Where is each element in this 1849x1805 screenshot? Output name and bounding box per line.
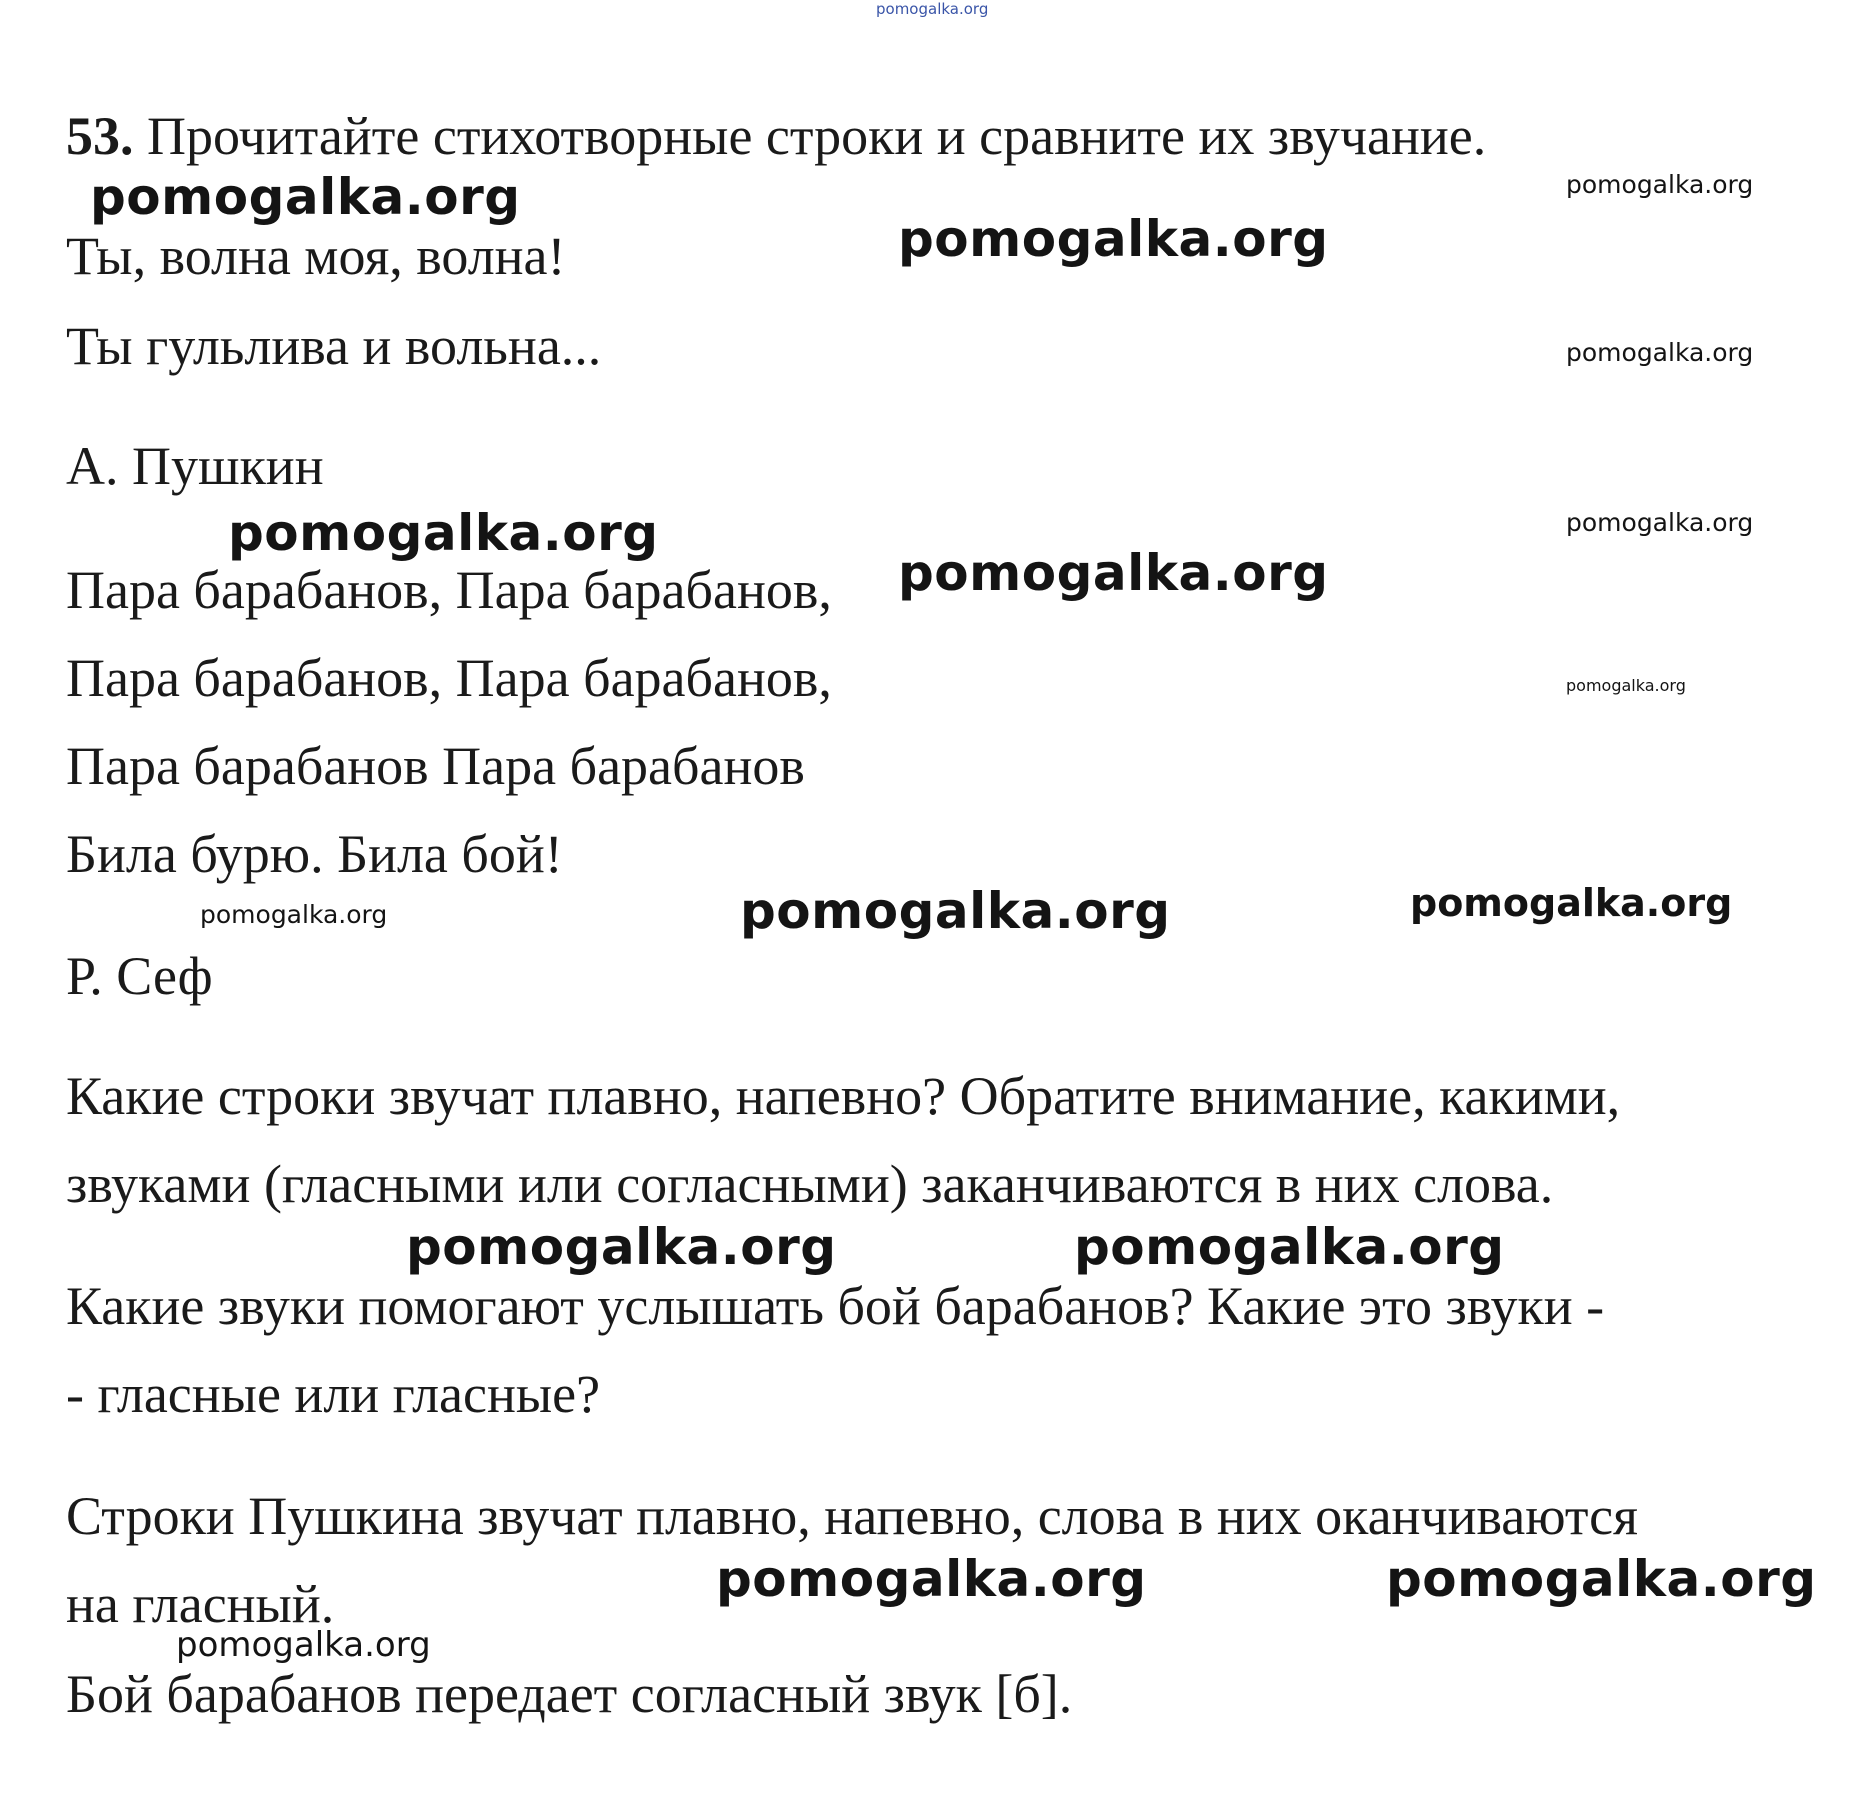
poem2-line-3: Пара барабанов Пара барабанов xyxy=(66,736,805,796)
watermark: pomogalka.org xyxy=(406,1218,837,1276)
poem1-line-2: Ты гульлива и вольна... xyxy=(66,316,602,376)
watermark: pomogalka.org xyxy=(1386,1550,1817,1608)
poem2-line-2: Пара барабанов, Пара барабанов, xyxy=(66,648,832,708)
watermark: pomogalka.org xyxy=(716,1550,1147,1608)
watermark: pomogalka.org xyxy=(228,504,659,562)
poem1-line-1: Ты, волна моя, волна! xyxy=(66,226,566,286)
question-line-2: звуками (гласными или согласными) заканчиваются в них слова. xyxy=(66,1154,1554,1214)
watermark: pomogalka.org xyxy=(1410,881,1733,925)
question-line-4: - гласные или гласные? xyxy=(66,1364,601,1424)
poem2-line-4: Била бурю. Била бой! xyxy=(66,824,563,884)
watermark: pomogalka.org xyxy=(898,544,1329,602)
watermark: pomogalka.org xyxy=(898,210,1329,268)
question-line-1: Какие строки звучат плавно, напевно? Обратите внимание, какими, xyxy=(66,1066,1621,1126)
question-line-3: Какие звуки помогают услышать бой барабанов? Какие это звуки - xyxy=(66,1276,1605,1336)
task-instruction: Прочитайте стихотворные строки и сравните их звучание. xyxy=(147,106,1487,166)
answer-line-2: на гласный. xyxy=(66,1574,335,1634)
watermark: pomogalka.org xyxy=(1074,1218,1505,1276)
watermark: pomogalka.org xyxy=(740,882,1171,940)
watermark: pomogalka.org xyxy=(1566,170,1754,199)
task-heading xyxy=(66,104,1486,168)
poem2-author: Р. Сеф xyxy=(66,946,213,1006)
watermark: pomogalka.org xyxy=(1566,338,1754,367)
watermark: pomogalka.org xyxy=(200,900,388,929)
answer-line-3: Бой барабанов передает согласный звук [б]. xyxy=(66,1664,1073,1724)
watermark: pomogalka.org xyxy=(90,168,521,226)
answer-line-1: Строки Пушкина звучат плавно, напевно, слова в них оканчиваются xyxy=(66,1486,1638,1546)
watermark: pomogalka.org xyxy=(176,1625,431,1665)
watermark: pomogalka.org xyxy=(1566,676,1686,695)
task-number: 53. xyxy=(66,106,134,166)
watermark: pomogalka.org xyxy=(1566,508,1754,537)
top-watermark: pomogalka.org xyxy=(876,0,989,18)
poem2-line-1: Пара барабанов, Пара барабанов, xyxy=(66,560,832,620)
poem1-author: А. Пушкин xyxy=(66,436,324,496)
